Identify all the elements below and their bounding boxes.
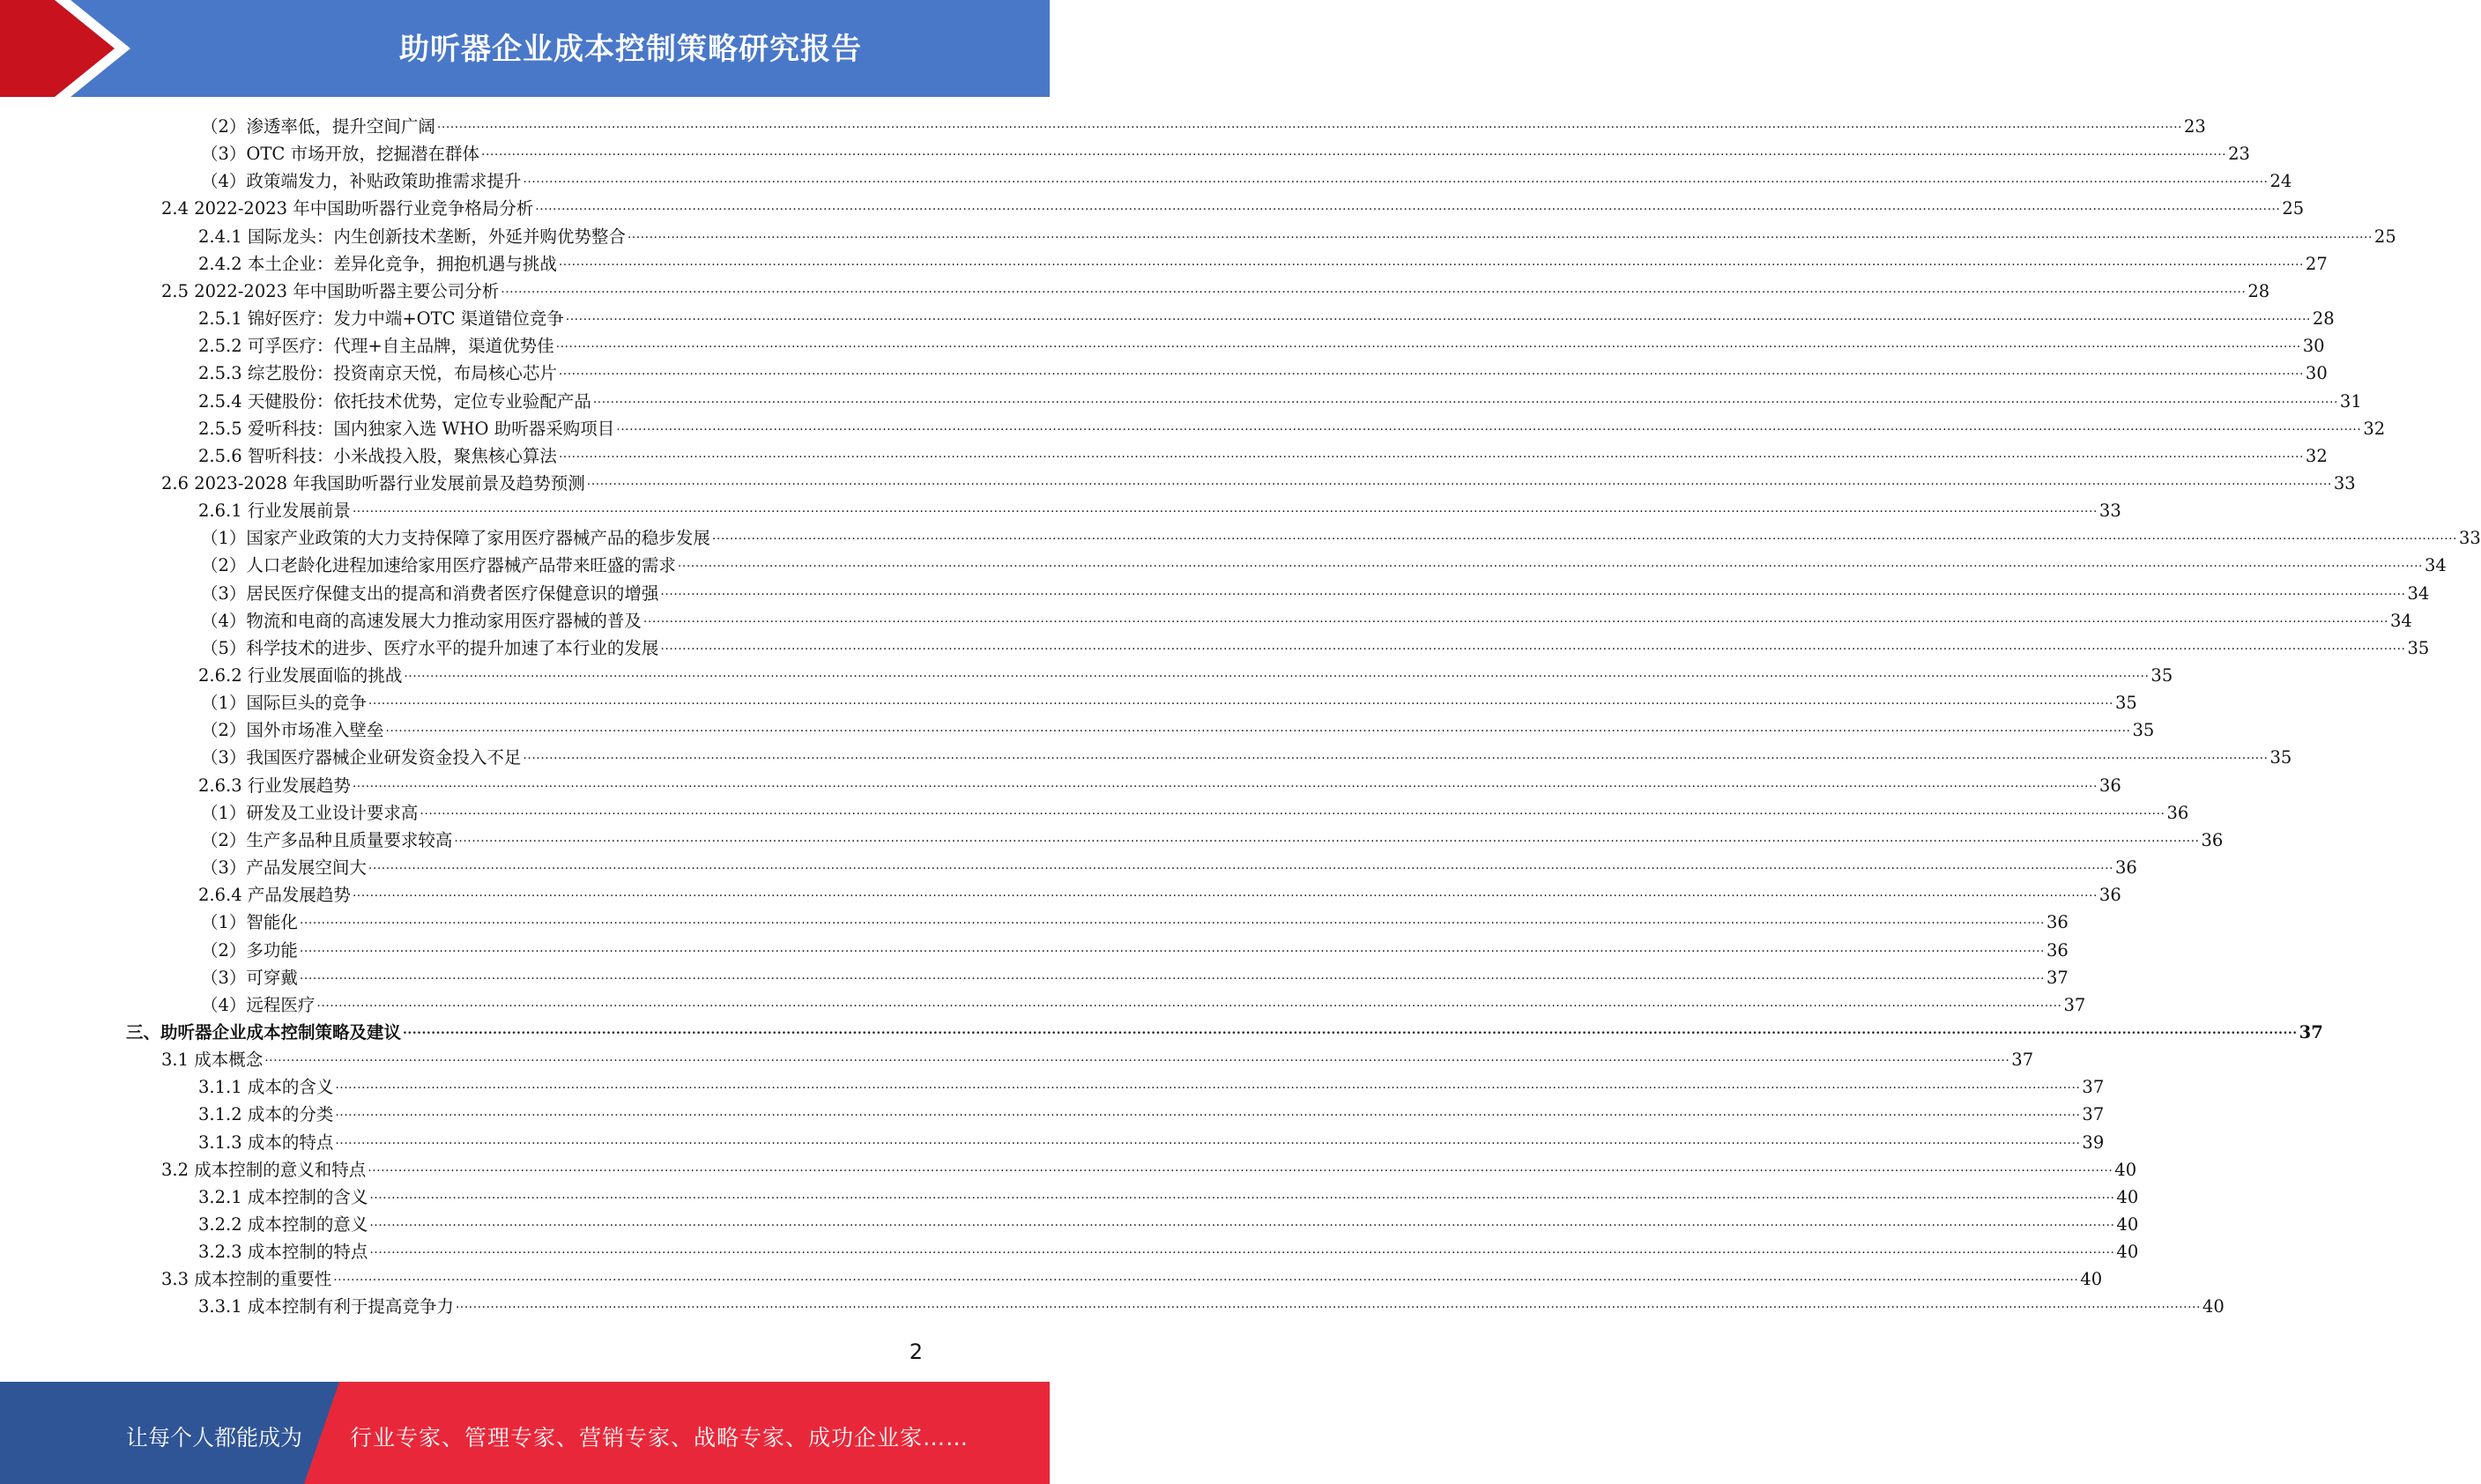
toc-dot-leader: ................................................................................................................................................................................................................................................................................................................................................................................................................	[368, 858, 2113, 873]
toc-entry-title: 3.1.3 成本的特点	[198, 1132, 334, 1153]
toc-entry[interactable]	[201, 633, 2430, 659]
toc-dot-leader: ................................................................................................................................................................................................................................................................................................................................................................................................................	[711, 529, 2457, 544]
toc-entry[interactable]	[201, 550, 2447, 576]
toc-entry-title: （3）我国医疗器械企业研发资金投入不足	[201, 747, 522, 768]
toc-entry-page: 40	[2116, 1186, 2139, 1207]
toc-entry-page: 33	[2333, 472, 2356, 493]
toc-entry-title: （4）物流和电商的高速发展大力推动家用医疗器械的普及	[201, 610, 642, 631]
page-header	[0, 0, 1050, 97]
toc-entry-page: 25	[2373, 226, 2396, 247]
page-footer	[0, 1382, 1050, 1484]
toc-dot-leader: ................................................................................................................................................................................................................................................................................................................................................................................................................	[369, 1215, 2115, 1229]
toc-entry[interactable]	[198, 249, 2328, 275]
toc-dot-leader: ................................................................................................................................................................................................................................................................................................................................................................................................................	[643, 611, 2388, 626]
toc-entry-title: （2）人口老龄化进程加速给家用医疗器械产品带来旺盛的需求	[201, 555, 676, 576]
toc-entry[interactable]	[161, 276, 2270, 302]
toc-entry[interactable]	[198, 1072, 2105, 1098]
toc-entry[interactable]	[198, 413, 2386, 440]
toc-dot-leader: ................................................................................................................................................................................................................................................................................................................................................................................................................	[523, 172, 2269, 187]
toc-entry-page: 24	[2269, 171, 2292, 192]
toc-dot-leader: ................................................................................................................................................................................................................................................................................................................................................................................................................	[627, 226, 2373, 241]
toc-dot-leader: ................................................................................................................................................................................................................................................................................................................................................................................................................	[481, 145, 2227, 160]
toc-entry-page: 36	[2166, 802, 2189, 823]
toc-entry-page: 40	[2116, 1242, 2139, 1263]
toc-entry-page: 36	[2046, 939, 2069, 961]
toc-entry-page: 35	[2150, 665, 2173, 686]
toc-entry-title: 2.4 2022-2023 年中国助听器行业竞争格局分析	[161, 198, 534, 219]
toc-entry[interactable]	[198, 1236, 2139, 1263]
toc-entry-title: （2）多功能	[201, 939, 298, 961]
toc-dot-leader: ................................................................................................................................................................................................................................................................................................................................................................................................................	[558, 254, 2304, 269]
toc-entry-title: （2）国外市场准入壁垒	[201, 720, 384, 741]
toc-entry-page: 34	[2425, 555, 2447, 576]
toc-dot-leader: ................................................................................................................................................................................................................................................................................................................................................................................................................	[403, 1022, 2298, 1037]
toc-entry-title: （5）科学技术的进步、医疗水平的提升加速了本行业的发展	[201, 637, 659, 658]
toc-dot-leader: ................................................................................................................................................................................................................................................................................................................................................................................................................	[299, 913, 2045, 928]
toc-entry-page: 34	[2407, 582, 2430, 604]
toc-entry[interactable]	[201, 687, 2137, 714]
toc-entry-page: 28	[2247, 280, 2270, 301]
toc-entry[interactable]	[201, 742, 2292, 768]
toc-dot-leader: ................................................................................................................................................................................................................................................................................................................................................................................................................	[455, 1297, 2201, 1312]
toc-entry-title: （3）产品发展空间大	[201, 857, 367, 879]
toc-entry-page: 23	[2228, 144, 2250, 165]
toc-dot-leader: ................................................................................................................................................................................................................................................................................................................................................................................................................	[299, 968, 2045, 983]
toc-entry-page: 37	[2011, 1050, 2034, 1071]
toc-entry-title: （4）政策端发力，补贴政策助推需求提升	[201, 171, 522, 192]
toc-entry-page: 37	[2082, 1077, 2105, 1098]
document-title: 助听器企业成本控制策略研究报告	[399, 32, 862, 67]
toc-dot-leader: ................................................................................................................................................................................................................................................................................................................................................................................................................	[555, 337, 2301, 352]
toc-entry-title: 3.3.1 成本控制有利于提高竞争力	[198, 1296, 454, 1317]
toc-dot-leader: ................................................................................................................................................................................................................................................................................................................................................................................................................	[316, 995, 2062, 1010]
toc-entry[interactable]	[198, 1182, 2139, 1208]
toc-entry-title: 3.1.2 成本的分类	[198, 1104, 334, 1125]
toc-entry[interactable]	[201, 825, 2224, 851]
toc-entry[interactable]	[198, 303, 2335, 330]
toc-dot-leader: ................................................................................................................................................................................................................................................................................................................................................................................................................	[677, 556, 2423, 571]
toc-entry-page: 30	[2305, 363, 2328, 384]
toc-entry-title: （2）渗透率低，提升空间广阔	[201, 116, 435, 137]
toc-entry[interactable]	[201, 111, 2206, 137]
toc-entry-title: （1）国际巨头的竞争	[201, 693, 367, 714]
toc-entry-title: 2.6.4 产品发展趋势	[198, 885, 351, 906]
toc-entry-title: 3.2.2 成本控制的意义	[198, 1214, 368, 1235]
toc-dot-leader: ................................................................................................................................................................................................................................................................................................................................................................................................................	[558, 364, 2304, 379]
toc-entry-page: 31	[2339, 390, 2362, 412]
toc-entry-page: 40	[2116, 1214, 2139, 1235]
toc-dot-leader: ................................................................................................................................................................................................................................................................................................................................................................................................................	[368, 694, 2113, 709]
toc-dot-leader: ................................................................................................................................................................................................................................................................................................................................................................................................................	[616, 419, 2362, 434]
footer-slogan-right: 行业专家、管理专家、营销专家、战略专家、成功企业家……	[350, 1425, 969, 1451]
toc-entry-page: 37	[2299, 1021, 2323, 1043]
toc-entry-title: （1）智能化	[201, 912, 298, 933]
toc-entry[interactable]	[198, 1209, 2139, 1235]
toc-dot-leader: ................................................................................................................................................................................................................................................................................................................................................................................................................	[335, 1132, 2081, 1147]
toc-entry[interactable]	[198, 330, 2325, 357]
toc-entry-page: 35	[2132, 720, 2155, 741]
toc-entry[interactable]	[198, 1291, 2225, 1317]
toc-entry-title: 2.6.3 行业发展趋势	[198, 775, 351, 796]
toc-entry-page: 40	[2080, 1269, 2103, 1290]
toc-entry[interactable]	[201, 166, 2292, 192]
toc-entry-title: （4）远程医疗	[201, 994, 316, 1015]
toc-entry-title: （1）研发及工业设计要求高	[201, 802, 419, 823]
toc-dot-leader: ................................................................................................................................................................................................................................................................................................................................................................................................................	[436, 117, 2182, 131]
toc-dot-leader: ................................................................................................................................................................................................................................................................................................................................................................................................................	[454, 830, 2200, 845]
toc-dot-leader: ................................................................................................................................................................................................................................................................................................................................................................................................................	[558, 446, 2304, 461]
toc-entry-page: 35	[2269, 747, 2292, 768]
toc-dot-leader: ................................................................................................................................................................................................................................................................................................................................................................................................................	[660, 638, 2406, 653]
toc-dot-leader: ................................................................................................................................................................................................................................................................................................................................................................................................................	[565, 309, 2311, 324]
toc-entry-page: 30	[2302, 336, 2325, 357]
toc-entry-title: 2.5.3 综艺股份：投资南京天悦，布局核心芯片	[198, 363, 557, 384]
toc-entry-page: 28	[2312, 308, 2335, 330]
toc-entry-title: 三、助听器企业成本控制策略及建议	[126, 1021, 402, 1043]
toc-entry[interactable]	[201, 990, 2086, 1016]
toc-entry-page: 33	[2098, 501, 2121, 522]
page-number: 2	[909, 1339, 923, 1364]
toc-dot-leader: ................................................................................................................................................................................................................................................................................................................................................................................................................	[535, 199, 2281, 214]
toc-dot-leader: ................................................................................................................................................................................................................................................................................................................................................................................................................	[335, 1078, 2081, 1093]
toc-entry-title: （2）生产多品种且质量要求较高	[201, 829, 453, 850]
toc-entry[interactable]	[201, 935, 2069, 961]
toc-entry[interactable]	[126, 1017, 2323, 1043]
toc-entry-title: 2.5.6 智听科技：小米战投入股，聚焦核心算法	[198, 445, 557, 466]
toc-entry[interactable]	[198, 495, 2121, 522]
toc-entry-title: 2.4.2 本土企业：差异化竞争，拥抱机遇与挑战	[198, 253, 557, 274]
toc-entry-page: 25	[2282, 198, 2305, 219]
toc-entry[interactable]	[198, 358, 2328, 384]
toc-entry[interactable]	[201, 798, 2189, 824]
toc-entry-title: 2.6.1 行业发展前景	[198, 501, 351, 522]
toc-entry-page: 34	[2390, 610, 2412, 631]
toc-entry-page: 27	[2305, 253, 2328, 274]
toc-entry[interactable]	[201, 852, 2137, 879]
toc-entry-title: 2.6.2 行业发展面临的挑战	[198, 665, 403, 686]
toc-entry-page: 40	[2114, 1159, 2137, 1180]
toc-dot-leader: ................................................................................................................................................................................................................................................................................................................................................................................................................	[420, 803, 2165, 818]
toc-entry[interactable]	[198, 1099, 2105, 1125]
toc-entry-page: 37	[2082, 1104, 2105, 1125]
toc-entry-title: 2.5 2022-2023 年中国助听器主要公司分析	[161, 280, 500, 301]
footer-slogan-left: 让每个人都能成为	[126, 1425, 303, 1451]
toc-entry[interactable]	[161, 468, 2356, 494]
toc-entry-title: 3.2.1 成本控制的含义	[198, 1186, 368, 1207]
toc-entry[interactable]	[201, 523, 2481, 549]
toc-entry[interactable]	[161, 1044, 2034, 1071]
toc-entry-page: 36	[2098, 885, 2121, 906]
toc-entry-title: （3）可穿戴	[201, 967, 298, 988]
toc-entry-page: 37	[2063, 994, 2086, 1015]
toc-entry[interactable]	[161, 193, 2305, 219]
toc-entry[interactable]	[161, 1154, 2137, 1181]
toc-entry-page: 36	[2201, 829, 2224, 850]
toc-dot-leader: ................................................................................................................................................................................................................................................................................................................................................................................................................	[385, 721, 2131, 736]
toc-entry-title: 2.5.4 天健股份：依托技术优势，定位专业验配产品	[198, 390, 591, 412]
toc-dot-leader: ................................................................................................................................................................................................................................................................................................................................................................................................................	[299, 940, 2045, 955]
toc-entry-title: （3）居民医疗保健支出的提高和消费者医疗保健意识的增强	[201, 582, 659, 604]
toc-entry-page: 36	[2098, 775, 2121, 796]
toc-entry-page: 35	[2115, 693, 2137, 714]
toc-entry-title: （3）OTC 市场开放，挖掘潜在群体	[201, 144, 480, 165]
toc-dot-leader: ................................................................................................................................................................................................................................................................................................................................................................................................................	[501, 281, 2247, 296]
toc-entry-title: 3.2.3 成本控制的特点	[198, 1242, 368, 1263]
toc-dot-leader: ................................................................................................................................................................................................................................................................................................................................................................................................................	[523, 748, 2269, 763]
toc-dot-leader: ................................................................................................................................................................................................................................................................................................................................................................................................................	[352, 775, 2098, 790]
toc-entry-title: 2.5.2 可孚医疗：代理+自主品牌，渠道优势佳	[198, 336, 554, 357]
toc-dot-leader: ................................................................................................................................................................................................................................................................................................................................................................................................................	[369, 1187, 2115, 1202]
toc-entry-title: 3.3 成本控制的重要性	[161, 1269, 332, 1290]
toc-entry-page: 39	[2082, 1132, 2105, 1153]
toc-entry-page: 40	[2202, 1296, 2225, 1317]
toc-entry-title: 2.6 2023-2028 年我国助听器行业发展前景及趋势预测	[161, 472, 585, 493]
toc-entry[interactable]	[201, 962, 2069, 989]
toc-dot-leader: ................................................................................................................................................................................................................................................................................................................................................................................................................	[335, 1105, 2081, 1120]
toc-entry-page: 36	[2115, 857, 2137, 879]
toc-entry[interactable]	[161, 1264, 2103, 1290]
toc-entry[interactable]	[198, 879, 2121, 906]
toc-entry-title: 2.4.1 国际龙头：内生创新技术垄断，外延并购优势整合	[198, 226, 626, 247]
toc-dot-leader: ................................................................................................................................................................................................................................................................................................................................................................................................................	[333, 1270, 2079, 1285]
toc-entry-page: 32	[2305, 445, 2328, 466]
toc-entry[interactable]	[201, 715, 2155, 741]
toc-entry[interactable]	[201, 605, 2412, 632]
toc-entry-page: 35	[2407, 637, 2430, 658]
toc-dot-leader: ................................................................................................................................................................................................................................................................................................................................................................................................................	[660, 583, 2406, 598]
toc-entry-title: 3.1 成本概念	[161, 1050, 264, 1071]
toc-entry[interactable]	[201, 578, 2430, 605]
toc-entry-title: 2.5.5 爱听科技：国内独家入选 WHO 助听器采购项目	[198, 418, 615, 439]
toc-dot-leader: ................................................................................................................................................................................................................................................................................................................................................................................................................	[264, 1050, 2010, 1065]
toc-entry[interactable]	[198, 770, 2121, 797]
toc-entry-title: 3.2 成本控制的意义和特点	[161, 1159, 367, 1180]
toc-entry-page: 33	[2459, 528, 2481, 549]
toc-dot-leader: ................................................................................................................................................................................................................................................................................................................................................................................................................	[369, 1243, 2115, 1258]
toc-entry[interactable]	[198, 660, 2173, 686]
toc-entry-page: 23	[2184, 116, 2206, 137]
toc-dot-leader: ................................................................................................................................................................................................................................................................................................................................................................................................................	[592, 391, 2338, 406]
toc-dot-leader: ................................................................................................................................................................................................................................................................................................................................................................................................................	[368, 1160, 2113, 1175]
toc-entry[interactable]	[198, 1127, 2105, 1154]
toc-entry-title: 2.5.1 锦好医疗：发力中端+OTC 渠道错位竞争	[198, 308, 564, 330]
toc-entry-page: 36	[2046, 912, 2069, 933]
toc-entry[interactable]	[198, 386, 2362, 412]
toc-entry[interactable]	[201, 907, 2069, 933]
toc-dot-leader: ................................................................................................................................................................................................................................................................................................................................................................................................................	[352, 501, 2098, 516]
toc-entry-title: （1）国家产业政策的大力支持保障了家用医疗器械产品的稳步发展	[201, 528, 710, 549]
toc-entry[interactable]	[198, 221, 2396, 248]
toc-entry[interactable]	[198, 441, 2328, 467]
toc-entry[interactable]	[201, 138, 2250, 165]
toc-dot-leader: ................................................................................................................................................................................................................................................................................................................................................................................................................	[586, 473, 2332, 488]
toc-entry-page: 37	[2046, 967, 2069, 988]
toc-entry-title: 3.1.1 成本的含义	[198, 1077, 334, 1098]
toc-dot-leader: ................................................................................................................................................................................................................................................................................................................................................................................................................	[404, 666, 2150, 680]
toc-dot-leader: ................................................................................................................................................................................................................................................................................................................................................................................................................	[352, 886, 2098, 901]
toc-entry-page: 32	[2363, 418, 2386, 439]
